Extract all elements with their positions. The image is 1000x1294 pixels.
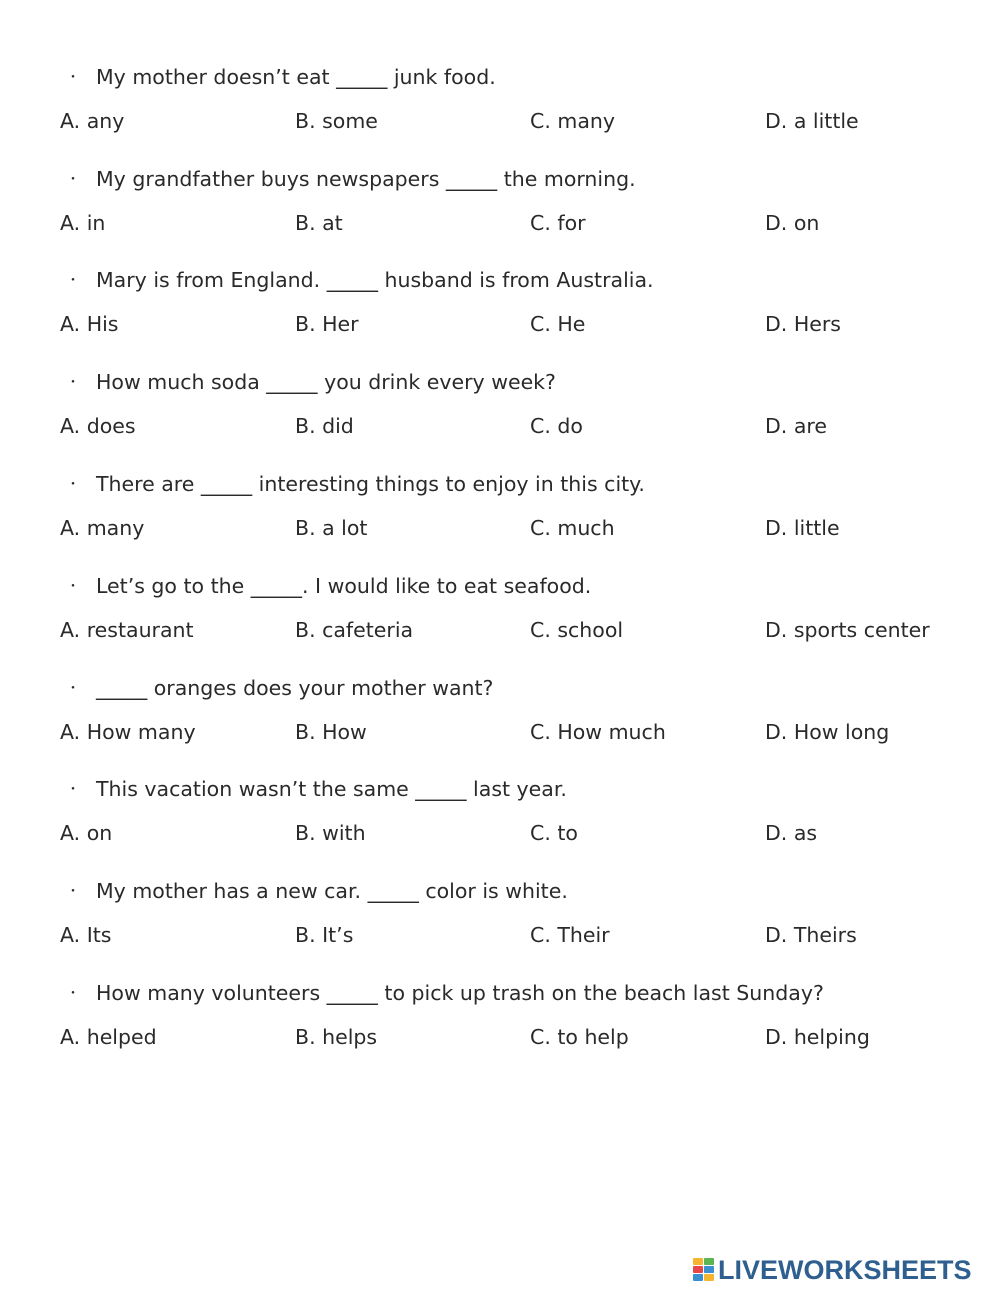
option-d[interactable]: D. sports center — [765, 618, 930, 642]
question-1 — [0, 64, 1000, 154]
answer-options — [0, 922, 1000, 948]
option-b[interactable]: B. with — [295, 821, 366, 845]
option-c[interactable]: C. school — [530, 618, 624, 642]
answer-options — [0, 311, 1000, 337]
bullet-icon: ・ — [66, 681, 80, 697]
question-stem — [66, 675, 493, 702]
bullet-icon: ・ — [66, 273, 80, 289]
question-text: My mother doesn’t eat _____ junk food. — [96, 65, 496, 89]
question-5 — [0, 471, 1000, 561]
question-stem — [66, 369, 556, 396]
question-10 — [0, 980, 1000, 1070]
option-d[interactable]: D. are — [765, 414, 827, 438]
question-stem — [66, 471, 645, 498]
question-6 — [0, 573, 1000, 663]
bullet-icon: ・ — [66, 172, 80, 188]
option-b[interactable]: B. some — [295, 109, 378, 133]
option-c[interactable]: C. for — [530, 211, 586, 235]
option-d[interactable]: D. Hers — [765, 312, 841, 336]
option-a[interactable]: A. Its — [60, 923, 112, 947]
option-c[interactable]: C. do — [530, 414, 583, 438]
question-text: Mary is from England. _____ husband is from Australia. — [96, 268, 654, 292]
bullet-icon: ・ — [66, 782, 80, 798]
option-b[interactable]: B. Her — [295, 312, 359, 336]
option-b[interactable]: B. cafeteria — [295, 618, 414, 642]
answer-options — [0, 820, 1000, 846]
option-c[interactable]: C. many — [530, 109, 616, 133]
option-d[interactable]: D. as — [765, 821, 818, 845]
option-a[interactable]: A. on — [60, 821, 113, 845]
question-text: There are _____ interesting things to enjoy in this city. — [96, 472, 645, 496]
answer-options — [0, 719, 1000, 745]
question-text: How much soda _____ you drink every week? — [96, 370, 556, 394]
bullet-icon: ・ — [66, 579, 80, 595]
question-3 — [0, 267, 1000, 357]
question-text: This vacation wasn’t the same _____ last year. — [96, 777, 567, 801]
option-a[interactable]: A. in — [60, 211, 106, 235]
question-stem — [66, 776, 567, 803]
answer-options — [0, 1024, 1000, 1050]
option-d[interactable]: D. on — [765, 211, 820, 235]
option-c[interactable]: C. to help — [530, 1025, 629, 1049]
option-c[interactable]: C. He — [530, 312, 586, 336]
option-d[interactable]: D. How long — [765, 720, 890, 744]
option-b[interactable]: B. How — [295, 720, 367, 744]
option-c[interactable]: C. much — [530, 516, 615, 540]
option-a[interactable]: A. His — [60, 312, 119, 336]
question-7 — [0, 675, 1000, 765]
option-c[interactable]: C. Their — [530, 923, 610, 947]
question-text: My mother has a new car. _____ color is white. — [96, 879, 568, 903]
bullet-icon: ・ — [66, 70, 80, 86]
answer-options — [0, 413, 1000, 439]
liveworksheets-brand — [693, 1256, 972, 1284]
option-d[interactable]: D. Theirs — [765, 923, 857, 947]
bullet-icon: ・ — [66, 477, 80, 493]
question-2 — [0, 166, 1000, 256]
option-a[interactable]: A. helped — [60, 1025, 157, 1049]
option-b[interactable]: B. It’s — [295, 923, 354, 947]
question-text: _____ oranges does your mother want? — [96, 676, 494, 700]
option-a[interactable]: A. restaurant — [60, 618, 194, 642]
option-d[interactable]: D. little — [765, 516, 840, 540]
bullet-icon: ・ — [66, 986, 80, 1002]
question-stem — [66, 573, 591, 600]
option-c[interactable]: C. to — [530, 821, 578, 845]
question-4 — [0, 369, 1000, 459]
liveworksheets-logo-icon — [693, 1258, 715, 1282]
question-stem — [66, 64, 496, 91]
answer-options — [0, 515, 1000, 541]
question-8 — [0, 776, 1000, 866]
option-a[interactable]: A. many — [60, 516, 145, 540]
option-b[interactable]: B. a lot — [295, 516, 368, 540]
option-b[interactable]: B. did — [295, 414, 354, 438]
option-d[interactable]: D. a little — [765, 109, 859, 133]
answer-options — [0, 108, 1000, 134]
question-9 — [0, 878, 1000, 968]
question-stem — [66, 267, 654, 294]
option-c[interactable]: C. How much — [530, 720, 666, 744]
option-a[interactable]: A. How many — [60, 720, 196, 744]
option-b[interactable]: B. at — [295, 211, 343, 235]
option-a[interactable]: A. any — [60, 109, 125, 133]
question-stem — [66, 980, 824, 1007]
brand-text: LIVEWORKSHEETS — [718, 1255, 972, 1285]
question-text: My grandfather buys newspapers _____ the morning. — [96, 167, 636, 191]
option-d[interactable]: D. helping — [765, 1025, 870, 1049]
question-stem — [66, 166, 636, 193]
option-a[interactable]: A. does — [60, 414, 136, 438]
bullet-icon: ・ — [66, 375, 80, 391]
bullet-icon: ・ — [66, 884, 80, 900]
answer-options — [0, 617, 1000, 643]
option-b[interactable]: B. helps — [295, 1025, 378, 1049]
question-text: Let’s go to the _____. I would like to eat seafood. — [96, 574, 592, 598]
question-stem — [66, 878, 568, 905]
answer-options — [0, 210, 1000, 236]
question-text: How many volunteers _____ to pick up trash on the beach last Sunday? — [96, 981, 824, 1005]
